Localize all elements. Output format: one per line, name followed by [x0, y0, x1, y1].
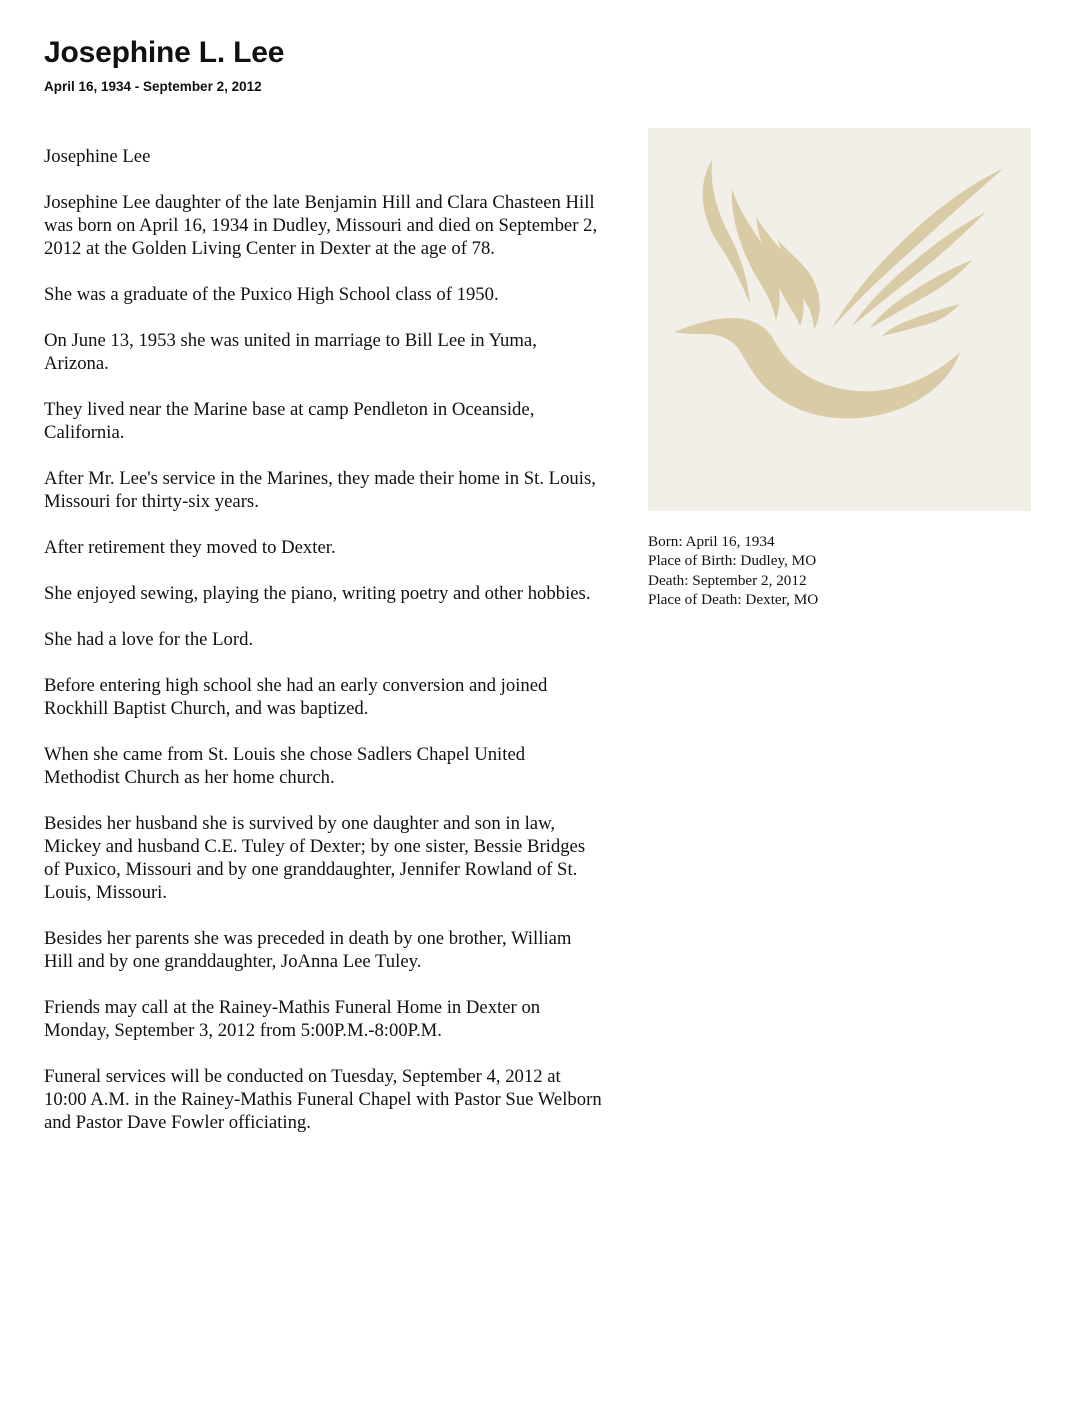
obituary-paragraph: After retirement they moved to Dexter.	[44, 537, 336, 558]
obituary-paragraph: They lived near the Marine base at camp Pendleton in Oceanside, California.	[44, 399, 535, 443]
obituary-text	[44, 145, 604, 1157]
death-place: Place of Death: Dexter, MO	[648, 590, 819, 608]
obituary-paragraph: Josephine Lee	[44, 146, 151, 167]
obituary-paragraph: Besides her parents she was preceded in death by one brother, William Hill and by one granddaughter, JoAnna Lee Tuley.	[44, 928, 572, 972]
obituary-paragraph: Besides her husband she is survived by one daughter and son in law, Mickey and husband C.E. Tuley of Dexter; by one sister, Bessie Bridges of Puxico, Missouri and by one granddaughter, Jennifer Rowland of St. Louis, Missouri.	[44, 813, 586, 903]
obituary-paragraph: After Mr. Lee's service in the Marines, they made their home in St. Louis, Missouri for thirty-six years.	[44, 468, 596, 512]
memorial-image	[648, 128, 1031, 511]
obituary-paragraph: She enjoyed sewing, playing the piano, writing poetry and other hobbies.	[44, 583, 591, 604]
obituary-paragraph: Friends may call at the Rainey-Mathis Funeral Home in Dexter on Monday, September 3, 2012 from 5:00P.M.-8:00P.M.	[44, 997, 541, 1041]
obituary-paragraph: When she came from St. Louis she chose Sadlers Chapel United Methodist Church as her home church.	[44, 744, 526, 788]
obituary-paragraph: Josephine Lee daughter of the late Benjamin Hill and Clara Chasteen Hill was born on April 16, 1934 in Dudley, Missouri and died on September 2, 2012 at the Golden Living Center in Dexter at the age of 78.	[44, 192, 598, 259]
vital-facts	[648, 532, 1031, 609]
death-date: Death: September 2, 2012	[648, 571, 807, 589]
page-title: Josephine L. Lee	[44, 36, 285, 69]
obituary-paragraph: On June 13, 1953 she was united in marriage to Bill Lee in Yuma, Arizona.	[44, 330, 537, 374]
dove-icon	[648, 128, 1031, 511]
obituary-paragraph: Funeral services will be conducted on Tuesday, September 4, 2012 at 10:00 A.M. in the Rainey-Mathis Funeral Chapel with Pastor Sue Welborn and Pastor Dave Fowler officiating.	[44, 1066, 602, 1133]
life-dates: April 16, 1934 - September 2, 2012	[44, 79, 262, 94]
born-date: Born: April 16, 1934	[648, 533, 775, 550]
obituary-paragraph: She was a graduate of the Puxico High School class of 1950.	[44, 284, 499, 305]
obituary-paragraph: Before entering high school she had an early conversion and joined Rockhill Baptist Church, and was baptized.	[44, 675, 548, 719]
birth-place: Place of Birth: Dudley, MO	[648, 552, 817, 570]
obituary-paragraph: She had a love for the Lord.	[44, 629, 254, 650]
